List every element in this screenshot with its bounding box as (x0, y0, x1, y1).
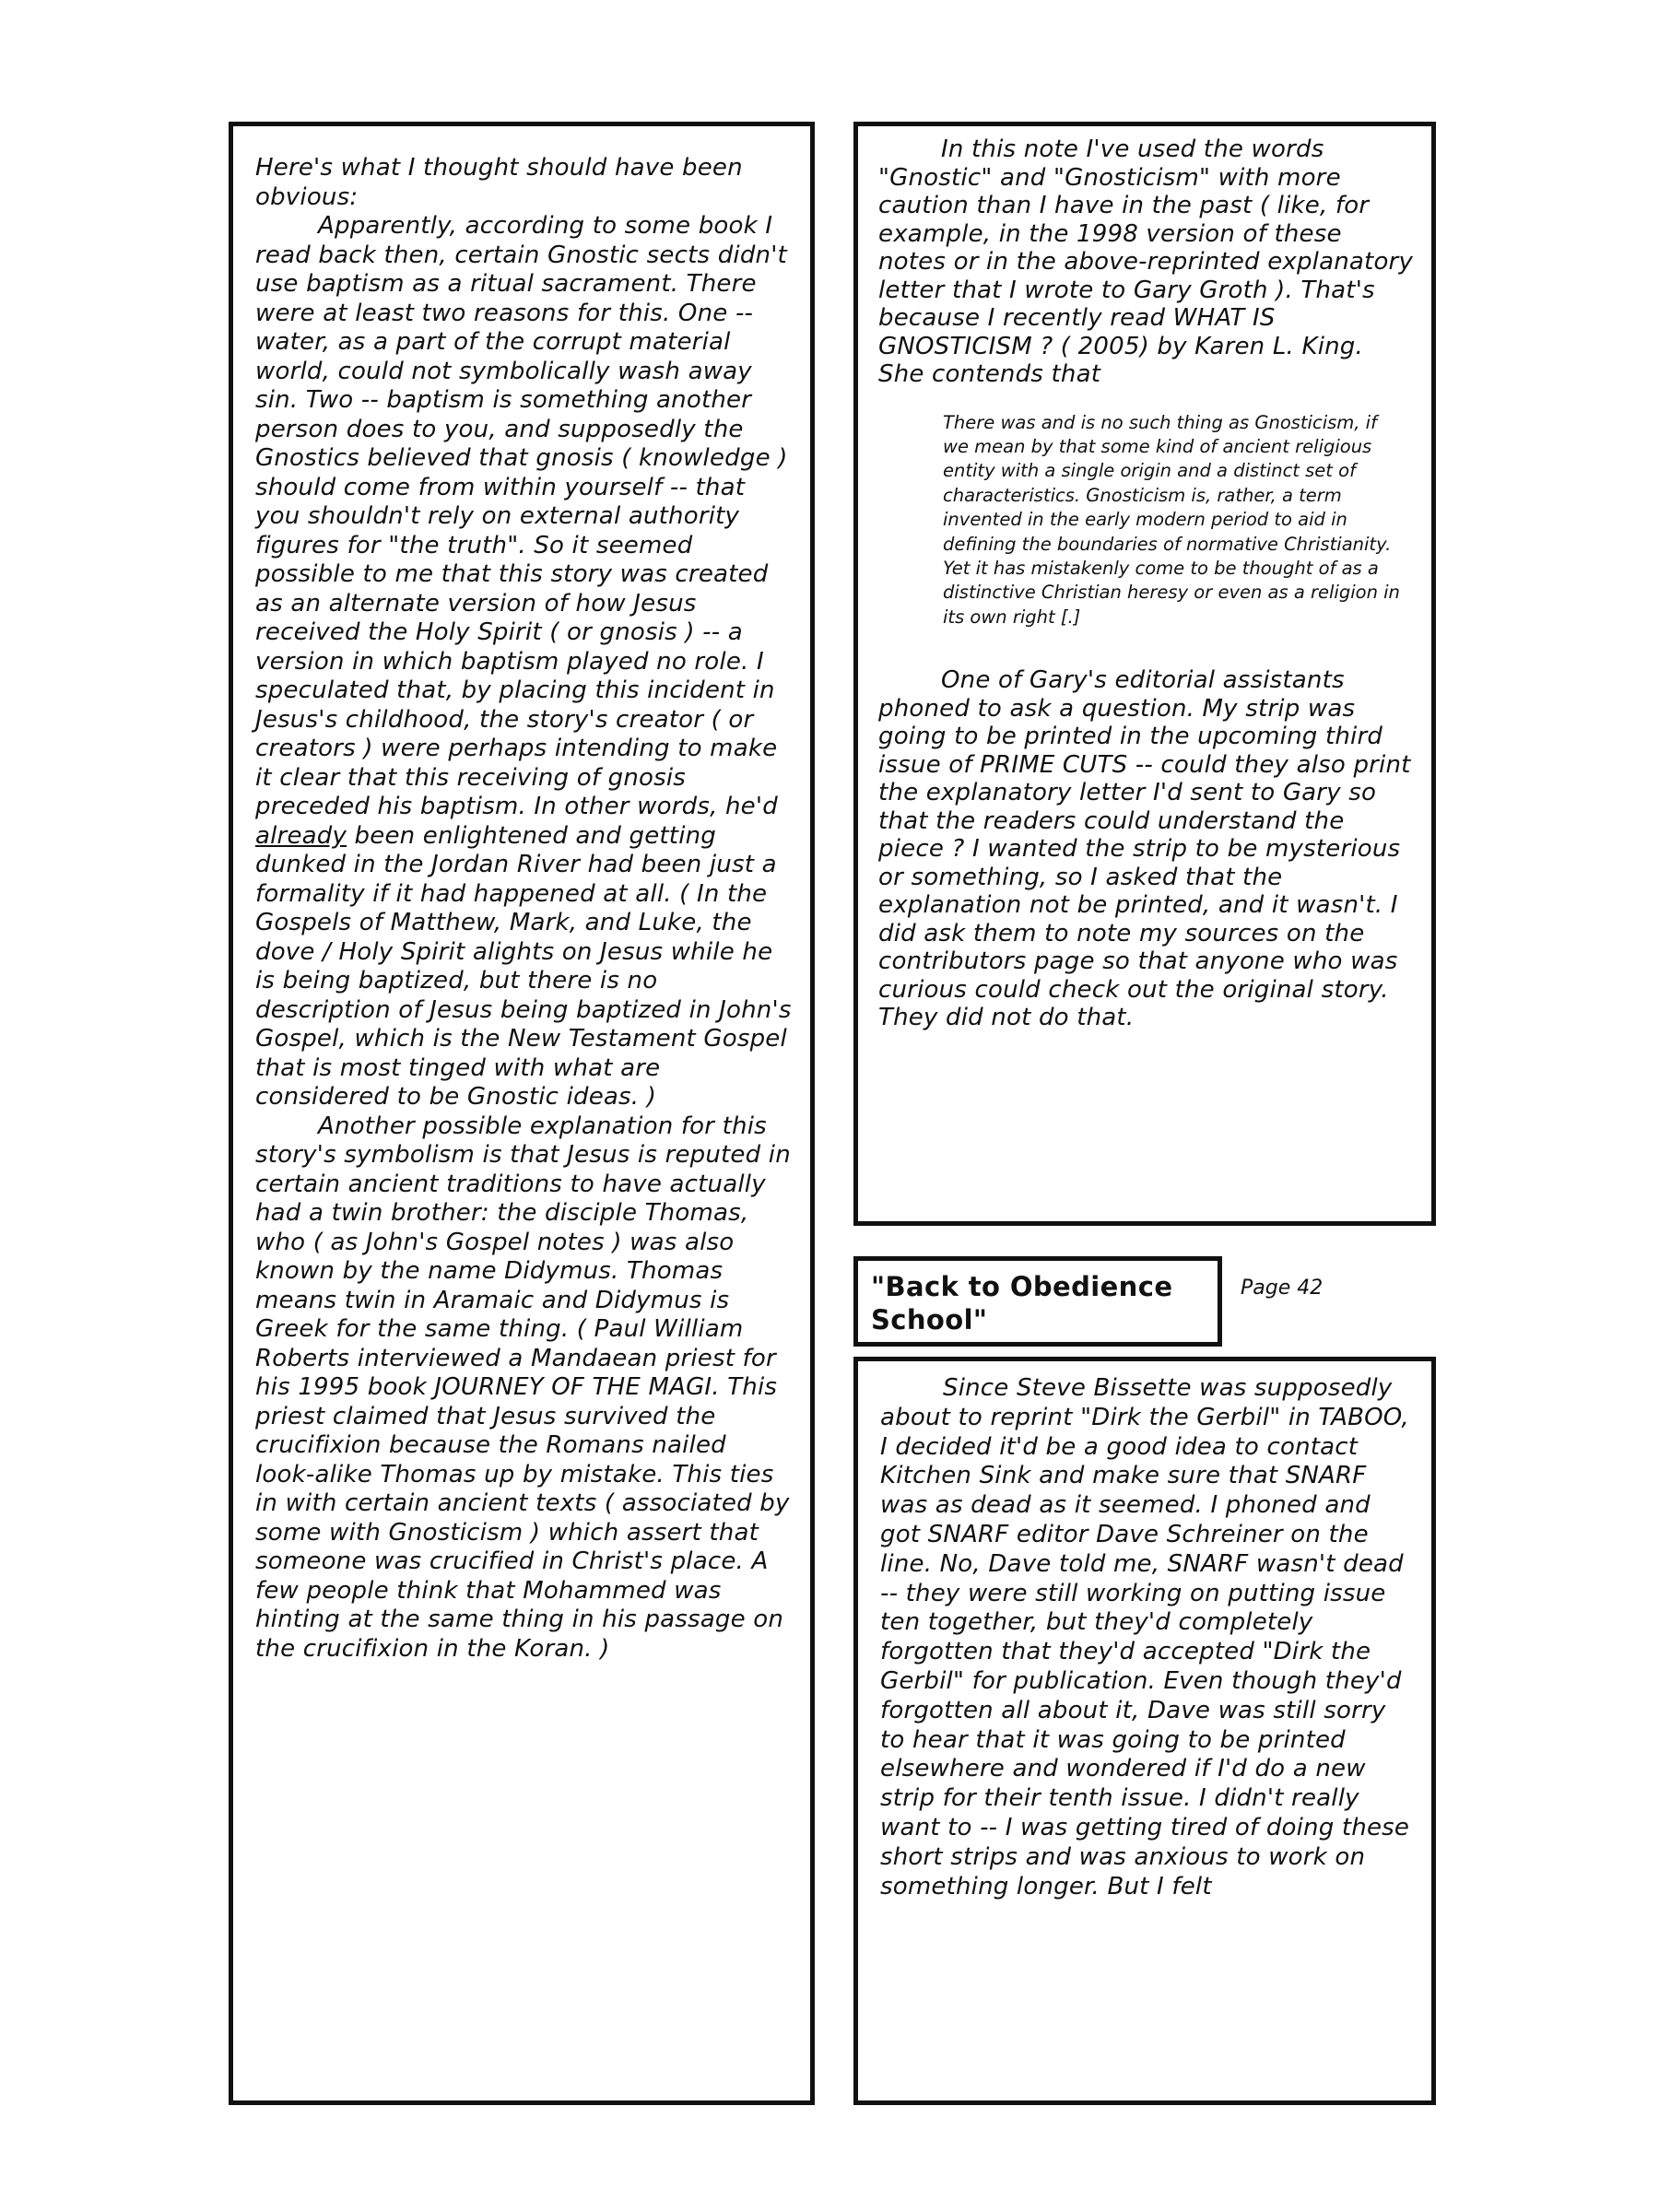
left-paragraph-baptism-text-b: been enlightened and getting dunked in the Jordan River had been just a formality if it had happened at all. ( In the Gospels of Matthew, Mark, and Luke, the dove / Holy Spirit alights on Jesus while he is being baptized, but there is no description of Jesus being baptized in John's Gospel, which is the New Testament Gospel that is most tinged with what are considered to be Gnostic ideas. ) (255, 821, 792, 1111)
right-bottom-text-panel (853, 1357, 1436, 2105)
left-paragraph-twin: Another possible explanation for this story's symbolism is that Jesus is reputed in certain ancient traditions to have actually had a twin brother: the disciple Thomas, who ( as John's Gospel notes ) was also known by the name Didymus. Thomas means twin in Aramaic and Didymus is Greek for the same thing. ( Paul William Roberts interviewed a Mandaean priest for his 1995 book JOURNEY OF THE MAGI. This priest claimed that Jesus survived the crucifixion because the Romans nailed look-alike Thomas up by mistake. This ties in with certain ancient texts ( associated by some with Gnosticism ) which assert that someone was crucified in Christ's place. A few people think that Mohammed was hinting at the same thing in his passage on the crucifixion in the Koran. ) (255, 1112, 791, 1663)
emphasis-already: already (255, 821, 347, 850)
left-paragraph-baptism (255, 212, 792, 1112)
left-text-panel (229, 122, 815, 2105)
right-paragraph-snarf: Since Steve Bissette was supposedly about to reprint "Dirk the Gerbil" in TABOO, I decided it'd be a good idea to contact Kitchen Sink and make sure that SNARF was as dead as it seemed. I phoned and got SNARF editor Dave Schreiner on the line. No, Dave told me, SNARF wasn't dead -- they were still working on putting issue ten together, but they'd completely forgotten that they'd accepted "Dirk the Gerbil" for publication. Even though they'd forgotten all about it, Dave was still sorry to hear that it was going to be printed elsewhere and wondered if I'd do a new strip for their tenth issue. I didn't really want to -- I was getting tired of doing these short strips and was anxious to work on something longer. But I felt (880, 1374, 1410, 1900)
left-paragraph-baptism-text-a: Apparently, according to some book I read back then, certain Gnostic sects didn't use baptism as a ritual sacrament. There were at least two reasons for this. One -- water, as a part of the corrupt material world, could not symbolically wash away sin. Two -- baptism is something another person does to you, and supposedly the Gnostics believed that gnosis ( knowledge ) should come from within yourself -- that you shouldn't rely on external authority figures for "the truth". So it seemed possible to me that this story was created as an alternate version of how Jesus received the Holy Spirit ( or gnosis ) -- a version in which baptism played no role. I speculated that, by placing this incident in Jesus's childhood, the story's creator ( or creators ) were perhaps intending to make it clear that this receiving of gnosis preceded his baptism. In other words, he'd (255, 212, 788, 820)
section-title-box (853, 1256, 1222, 1347)
right-paragraph-editorial: One of Gary's editorial assistants phoned to ask a question. My strip was going to be printed in the upcoming third issue of PRIME CUTS -- could they also print the explanatory letter I'd sent to Gary so that the readers could understand the piece ? I wanted the strip to be mysterious or something, so I asked that the explanation not be printed, and it wasn't. I did ask them to note my sources on the contributors page so that anyone who was curious could check out the original story. They did not do that. (878, 666, 1411, 1032)
page-reference: Page 42 (1241, 1277, 1324, 1300)
right-top-text-panel (853, 122, 1436, 1226)
left-paragraph-intro: Here's what I thought should have been obvious: (255, 154, 743, 211)
right-paragraph-gnosticism-note: In this note I've used the words "Gnostic" and "Gnosticism" with more caution than I have in the past ( like, for example, in the 1998 version of these notes or in the above-reprinted explanatory letter that I wrote to Gary Groth ). That's because I recently read WHAT IS GNOSTICISM ? ( 2005) by Karen L. King. She contends that (878, 135, 1414, 388)
section-title: "Back to Obedience School" (871, 1271, 1173, 1335)
king-quotation: There was and is no such thing as Gnosticism, if we mean by that some kind of ancient religious entity with a single origin and a distinct set of characteristics. Gnosticism is, rather, a term invented in the early modern period to aid in defining the boundaries of normative Christianity. Yet it has mistakenly come to be thought of as a distinctive Christian heresy or even as a religion in its own right [.] (943, 411, 1400, 628)
